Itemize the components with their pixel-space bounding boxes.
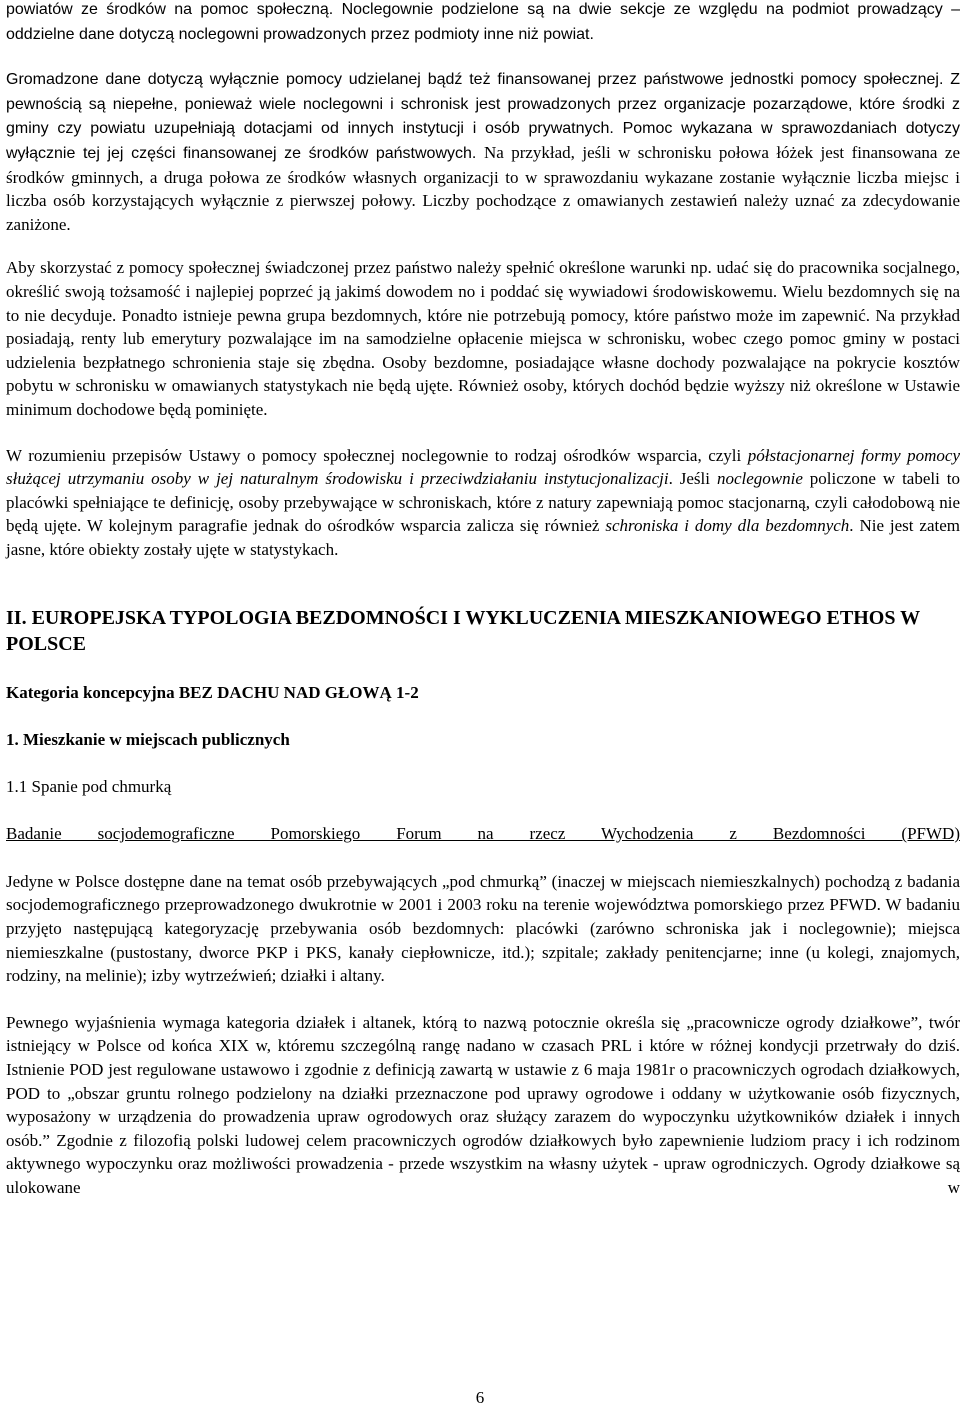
spacer — [6, 657, 960, 681]
paragraph-6 — [6, 1011, 960, 1200]
sans-text: powiatów ze środków na pomoc społeczną. Noclegownie podzielone są na dwie sekcje ze względu na podmiot prowadzący – oddzielne dane dotyczą noclegowni prowadzonych przez podmioty inne niż powiat. — [6, 1, 960, 43]
italic-text: noclegownie — [716, 469, 803, 489]
text-run: W rozumieniu przepisów Ustawy o pomocy społecznej noclegownie to rodzaj ośrodków wsparcia, czyli — [6, 445, 748, 465]
spacer — [6, 798, 960, 822]
category-heading: Kategoria koncepcyjna BEZ DACHU NAD GŁOWĄ 1-2 — [6, 683, 419, 703]
text-run: Jedyne w Polsce dostępne dane na temat osób przebywających „pod chmurką” (inaczej w miejscach niemieszkalnych) pochodzą z badania socjodemograficznego przeprowadzonego dwukrotnie w 2001 i 2003 roku na terenie województwa pomorskiego przez PFWD. W badaniu przyjęto następującą kategoryzację przebywania osób bezdomnych: placówki (zarówno schroniska jak i noclegownie); miejsca niemieszkalne (pustostany, dworce PKP i PKS, kanały ciepłownicze, itd.); szpitale; zakłady penitencjarne; inne (u kolegi, znajomych, rodziny, na melinie); izby wytrzeźwień; działki i altany. — [6, 871, 960, 986]
paragraph-5 — [6, 870, 960, 988]
paragraph-3 — [6, 256, 960, 421]
spacer — [6, 705, 960, 728]
section-heading: II. EUROPEJSKA TYPOLOGIA BEZDOMNOŚCI I WYKLUCZENIA MIESZKANIOWEGO ETHOS W POLSCE — [6, 607, 920, 656]
spacer — [6, 422, 960, 444]
sans-text: Gromadzone dane dotyczą wyłącznie pomocy udzielanej bądź też finansowanej przez państwowe jednostki pomocy społecznej. Z pewnością są niepełne, ponieważ wiele noclegowni i schronisk jest prowadzonych przez organizacje pozarządowe, które środki z gminy czy powiatu uzupełniają dotacjami od innych instytucji i osób prywatnych. Pomoc wykazana w sprawozdaniach dotyczy wyłącznie tej jej części finansowanej ze środków państwowych. — [6, 71, 960, 162]
text-run: . Jeśli — [668, 469, 717, 489]
spacer — [6, 846, 960, 870]
text-run: Na przykład, jeśli w schronisku połowa łóżek jest finansowana ze środków gminnych, a druga połowa ze środków własnych organizacji to w sprawozdaniu wykazane zostanie wyłącznie liczba miejsc i liczba osób korzystających wyłącznie z pierwszej połowy. Liczby pochodzące z omawianych zestawień należy uznać za zdecydowanie zaniżone. — [6, 142, 960, 234]
italic-text: schroniska i domy dla bezdomnych — [605, 516, 850, 536]
document-page — [6, 0, 960, 1200]
spacer — [6, 236, 960, 256]
paragraph-1 — [6, 0, 960, 46]
italic-text: półstacjonarnej formy pomocy służącej utrzymaniu osoby w jej naturalnym środowisku i przeciwdziałaniu instytucjonalizacji — [6, 445, 960, 489]
spacer — [6, 561, 960, 605]
spacer — [6, 988, 960, 1011]
page-number: 6 — [475, 1388, 485, 1407]
spacer — [6, 46, 960, 67]
paragraph-4 — [6, 444, 960, 562]
spacer — [6, 752, 960, 775]
text-run: . Nie jest zatem jasne, które obiekty zostały ujęte w statystykach. — [6, 516, 960, 559]
paragraph-2 — [6, 67, 960, 236]
underlined-title: Badanie socjodemograficzne Pomorskiego Forum na rzecz Wychodzenia z Bezdomności (PFWD) — [6, 824, 960, 844]
subsubheading: 1.1 Spanie pod chmurką — [6, 776, 172, 796]
text-run: Pewnego wyjaśnienia wymaga kategoria działek i altanek, którą to nazwą potocznie określa się „pracownicze ogrody działkowe”, twór istniejący w Polsce od końca XIX w, któremu szczególną rangę nadano w czasach PRL i które w różnej kondycji przetrwały do dziś. Istnienie POD jest regulowane ustawowo i zgodnie z definicją zawartą w ustawie z 6 maja 1981r o pracowniczych ogrodach działkowych, POD to „obszar gruntu rolnego podzielony na działki przeznaczone pod uprawy ogrodowe i oddany w użytkowanie osób fizycznych, wyposażony w urządzenia do prowadzenia upraw ogrodowych oraz służący zarazem do wypoczynku użytkowników działek i innych osób.” Zgodnie z filozofią polski ludowej celem pracowniczych ogrodów działkowych było zapewnienie ludziom pracy i ich rodzinom aktywnego wypoczynku oraz możliwości prowadzenia - przede wszystkim na własny użytek - upraw ogrodniczych. Ogrody działkowe są ulokowane w — [6, 1012, 960, 1197]
subheading: 1. Mieszkanie w miejscach publicznych — [6, 730, 290, 750]
text-run: Aby skorzystać z pomocy społecznej świadczonej przez państwo należy spełnić określone warunki np. udać się do pracownika socjalnego, określić swoją tożsamość i najlepiej poprzeć ją jakimś dowodem no i poddać się wywiadowi środowiskowemu. Wielu bezdomnych się na to nie decyduje. Ponadto istnieje pewna grupa bezdomnych, które nie potrzebują pomocy, które państwo może im zapewnić. Na przykład posiadają, renty lub emerytury pozwalające im na samodzielne opłacenie miejsca w schronisku, wobec czego pomoc gminy w postaci udzielenia bezpłatnego schronienia staje się zbędna. Osoby bezdomne, posiadające własne dochody pozwalające na pokrycie kosztów pobytu w schronisku w omawianych statystykach nie będą ujęte. Również osoby, których dochód będzie wyższy niż określone w Ustawie minimum dochodowe będą pominięte. — [6, 258, 960, 419]
text-run: policzone w tabeli to placówki spełniające te definicję, osoby przebywające w schroniskach, które z natury zapewniają pomoc stacjonarną, czyli całodobową nie będą ujęte. W kolejnym paragrafie jednak do ośrodków wsparcia zalicza się również — [6, 469, 960, 536]
